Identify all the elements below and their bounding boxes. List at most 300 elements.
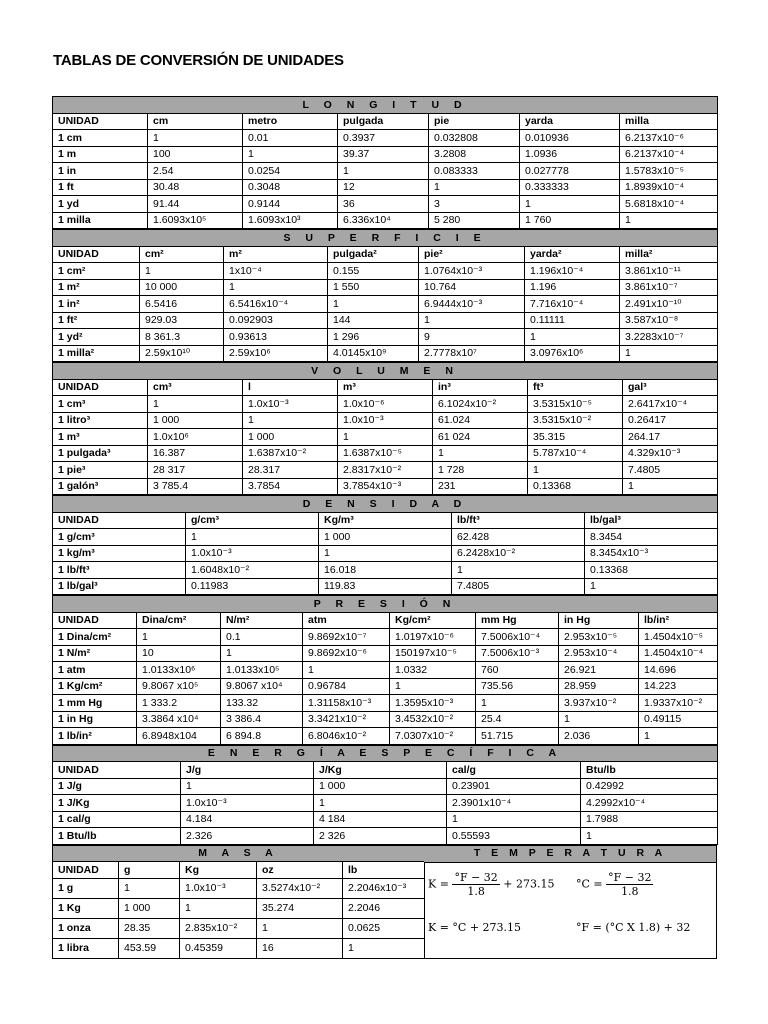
header-row [53, 612, 718, 629]
table-cell: 1.0936 [520, 146, 620, 163]
table-cell: 1.31158x10⁻³ [303, 695, 390, 712]
table-presion [52, 595, 718, 745]
table-cell: 2 326 [314, 828, 447, 845]
table-cell: 0.11983 [186, 578, 319, 595]
column-header: cm [148, 113, 243, 130]
table-cell: 1.0x10⁻³ [243, 396, 338, 413]
row-label: 1 Btu/lb [53, 828, 181, 845]
table-cell: 6.5416x10⁻⁴ [224, 296, 328, 313]
row-label: 1 yd [53, 196, 148, 213]
table-cell: 5.787x10⁻⁴ [528, 445, 623, 462]
row-label: 1 milla [53, 212, 148, 229]
table-cell: 2.59x10⁶ [224, 345, 328, 362]
table-row [53, 795, 718, 812]
row-label: 1 g [53, 878, 119, 898]
table-cell: 1.0x10⁻³ [181, 795, 314, 812]
table-cell: 0.083333 [429, 163, 520, 180]
table-cell: 1 728 [433, 462, 528, 479]
table-cell: 2.953x10⁻⁴ [559, 645, 639, 662]
column-header: mm Hg [476, 612, 559, 629]
table-cell: 4.2992x10⁻⁴ [581, 795, 718, 812]
table-cell: 2.326 [181, 828, 314, 845]
fraction-denominator: 1.8 [467, 884, 485, 898]
table-cell: 1.9337x10⁻² [639, 695, 718, 712]
table-cell: 1.0133x10⁵ [221, 662, 303, 679]
table-cell: 6.2428x10⁻² [452, 545, 585, 562]
table-cell: 1 [525, 329, 620, 346]
formula-lhs: °C = [576, 877, 603, 890]
conversion-sheet [52, 96, 717, 959]
table-cell: 10 000 [140, 279, 224, 296]
table-cell: 1.0133x10⁶ [137, 662, 221, 679]
column-header: lb [343, 862, 425, 879]
table-cell: 0.93613 [224, 329, 328, 346]
column-header: UNIDAD [53, 246, 140, 263]
table-cell: 1 [181, 778, 314, 795]
table-cell: 1.6093x10⁵ [148, 212, 243, 229]
table-cell: 1 [137, 629, 221, 646]
table-row [53, 263, 718, 280]
table-cell: 1 [585, 578, 718, 595]
table-cell: 0.45359 [180, 938, 257, 958]
table-cell: 1 760 [520, 212, 620, 229]
table-cell: 1.0x10⁶ [148, 429, 243, 446]
header-row [53, 113, 718, 130]
table-superficie [52, 229, 718, 362]
table-cell: 1.0x10⁻³ [186, 545, 319, 562]
table-cell: 1 [390, 678, 476, 695]
row-label: 1 lb/in² [53, 728, 137, 745]
table-cell: 0.3048 [243, 179, 338, 196]
table-row [53, 296, 718, 313]
table-row [53, 329, 718, 346]
row-label: 1 mm Hg [53, 695, 137, 712]
table-cell: 1.6387x10⁻² [243, 445, 338, 462]
table-cell: 0.49115 [639, 711, 718, 728]
table-cell: 3.3864 x10⁴ [137, 711, 221, 728]
table-cell: 1 [221, 645, 303, 662]
table-cell: 14.223 [639, 678, 718, 695]
header-row [53, 246, 718, 263]
table-cell: 1 [452, 562, 585, 579]
column-header: yarda² [525, 246, 620, 263]
table-cell: 6.8046x10⁻² [303, 728, 390, 745]
table-cell: 1 [620, 212, 718, 229]
table-cell: 1 [119, 878, 180, 898]
section-heading: S U P E R F I C I E [53, 230, 718, 247]
table-cell: 4 184 [314, 811, 447, 828]
table-cell: 1 [447, 811, 581, 828]
table-cell: 3.5274x10⁻² [257, 878, 343, 898]
table-cell: 2.491x10⁻¹⁰ [620, 296, 718, 313]
column-header: lb/ft³ [452, 512, 585, 529]
table-row [53, 529, 718, 546]
row-label: 1 in Hg [53, 711, 137, 728]
table-cell: 5 280 [429, 212, 520, 229]
table-cell: 3 386.4 [221, 711, 303, 728]
formula-kelvin-from-fahrenheit [428, 871, 554, 898]
table-cell: 1 [639, 728, 718, 745]
table-cell: 453.59 [119, 938, 180, 958]
table-cell: 1 000 [319, 529, 452, 546]
table-cell: 0.3937 [338, 130, 429, 147]
column-header: cal/g [447, 762, 581, 779]
table-cell: 9 [419, 329, 525, 346]
table-cell: 0.092903 [224, 312, 328, 329]
table-cell: 3.2283x10⁻⁷ [620, 329, 718, 346]
column-header: yarda [520, 113, 620, 130]
table-cell: 1 [257, 918, 343, 938]
table-cell: 2.953x10⁻⁵ [559, 629, 639, 646]
column-header: UNIDAD [53, 512, 186, 529]
table-cell: 26.921 [559, 662, 639, 679]
table-cell: 61 024 [433, 429, 528, 446]
row-label: 1 cm² [53, 263, 140, 280]
column-header: J/Kg [314, 762, 447, 779]
row-label: 1 m [53, 146, 148, 163]
row-label: 1 galón³ [53, 478, 148, 495]
section-heading: L O N G I T U D [53, 97, 718, 114]
conversion-tables [52, 96, 717, 845]
table-cell: 1.0764x10⁻³ [419, 263, 525, 280]
table-row [53, 462, 718, 479]
formula-celsius-from-fahrenheit [576, 871, 653, 898]
column-header: pie² [419, 246, 525, 263]
header-row [53, 762, 718, 779]
table-cell: 1 [243, 146, 338, 163]
row-label: 1 Kg/cm² [53, 678, 137, 695]
table-cell: 3.937x10⁻² [559, 695, 639, 712]
column-header: cm³ [148, 379, 243, 396]
table-cell: 6.5416 [140, 296, 224, 313]
column-header: N/m² [221, 612, 303, 629]
row-label: 1 m³ [53, 429, 148, 446]
table-cell: 39.37 [338, 146, 429, 163]
column-header: l [243, 379, 338, 396]
fraction-numerator: °F − 32 [608, 870, 652, 884]
formula-lhs: K = [428, 877, 449, 890]
row-label: 1 Kg [53, 898, 119, 918]
bottom-row [52, 845, 717, 959]
table-cell: 1 [528, 462, 623, 479]
table-row [53, 312, 718, 329]
masa-table [52, 845, 424, 959]
table-cell: 25.4 [476, 711, 559, 728]
table-row [53, 711, 718, 728]
row-label: 1 Dina/cm² [53, 629, 137, 646]
column-header: Dina/cm² [137, 612, 221, 629]
table-cell: 1.6387x10⁻⁵ [338, 445, 433, 462]
table-cell: 1.0x10⁻⁶ [338, 396, 433, 413]
row-label: 1 cal/g [53, 811, 181, 828]
table-cell: 3 [429, 196, 520, 213]
table-cell: 2.59x10¹⁰ [140, 345, 224, 362]
table-cell: 51.715 [476, 728, 559, 745]
column-header: m² [224, 246, 328, 263]
row-label: 1 pulgada³ [53, 445, 148, 462]
column-header: UNIDAD [53, 113, 148, 130]
table-cell: 100 [148, 146, 243, 163]
table-cell: 1 550 [328, 279, 419, 296]
table-cell: 133.32 [221, 695, 303, 712]
table-cell: 1.0x10⁻³ [180, 878, 257, 898]
table-cell: 3.861x10⁻⁷ [620, 279, 718, 296]
table-cell: 1 [520, 196, 620, 213]
table-cell: 0.55593 [447, 828, 581, 845]
table-cell: 91.44 [148, 196, 243, 213]
table-cell: 16.018 [319, 562, 452, 579]
table-cell: 3.0976x10⁶ [525, 345, 620, 362]
header-row [53, 379, 718, 396]
column-header: g/cm³ [186, 512, 319, 529]
table-cell: 2.7778x10⁷ [419, 345, 525, 362]
row-label: 1 lb/gal³ [53, 578, 186, 595]
table-row [53, 811, 718, 828]
table-cell: 1.196 [525, 279, 620, 296]
table-cell: 2.835x10⁻² [180, 918, 257, 938]
column-header: UNIDAD [53, 862, 119, 879]
row-label: 1 ft² [53, 312, 140, 329]
table-cell: 35.274 [257, 898, 343, 918]
table-row [53, 728, 718, 745]
table-cell: 2.2046x10⁻³ [343, 878, 425, 898]
table-row [53, 578, 718, 595]
table-cell: 7.5006x10⁻³ [476, 645, 559, 662]
table-cell: 1.8939x10⁻⁴ [620, 179, 718, 196]
row-label: 1 libra [53, 938, 119, 958]
column-header: Kg/cm² [390, 612, 476, 629]
table-cell: 28.35 [119, 918, 180, 938]
row-label: 1 kg/m³ [53, 545, 186, 562]
table-cell: 2.6417x10⁻⁴ [623, 396, 718, 413]
table-row [53, 429, 718, 446]
table-cell: 1 [433, 445, 528, 462]
table-cell: 8.3454x10⁻³ [585, 545, 718, 562]
fraction-numerator: °F − 32 [454, 870, 498, 884]
table-cell: 4.184 [181, 811, 314, 828]
table-cell: 1 296 [328, 329, 419, 346]
table-masa [52, 845, 425, 959]
table-row [53, 678, 718, 695]
column-header: lb/in² [639, 612, 718, 629]
table-cell: 35.315 [528, 429, 623, 446]
table-cell: 1 [328, 296, 419, 313]
table-row [53, 396, 718, 413]
column-header: oz [257, 862, 343, 879]
table-cell: 1.5783x10⁻⁵ [620, 163, 718, 180]
table-cell: 3.5315x10⁻⁵ [528, 396, 623, 413]
row-label: 1 m² [53, 279, 140, 296]
table-cell: 16.387 [148, 445, 243, 462]
column-header: ft³ [528, 379, 623, 396]
table-cell: 1.4504x10⁻⁵ [639, 629, 718, 646]
table-cell: 1 [476, 695, 559, 712]
page-title: TABLAS DE CONVERSIÓN DE UNIDADES [53, 52, 344, 69]
fraction [452, 871, 499, 898]
table-cell: 5.6818x10⁻⁴ [620, 196, 718, 213]
table-cell: 1 000 [148, 412, 243, 429]
table-cell: 2.2046 [343, 898, 425, 918]
table-cell: 1 [623, 478, 718, 495]
row-label: 1 onza [53, 918, 119, 938]
table-cell: 119.83 [319, 578, 452, 595]
temperatura-panel [424, 845, 717, 959]
table-row [53, 629, 718, 646]
column-header: UNIDAD [53, 379, 148, 396]
table-cell: 1.6093x10³ [243, 212, 338, 229]
formula-fahrenheit-from-celsius: °F = (°C X 1.8) + 32 [576, 920, 691, 934]
table-cell: 30.48 [148, 179, 243, 196]
section-heading: E N E R G Í A E S P E C Í F I C A [53, 745, 718, 762]
column-header: m³ [338, 379, 433, 396]
column-header: pulgada² [328, 246, 419, 263]
table-row [53, 562, 718, 579]
table-cell: 0.26417 [623, 412, 718, 429]
table-cell: 7.0307x10⁻² [390, 728, 476, 745]
column-header: atm [303, 612, 390, 629]
table-cell: 1 [148, 130, 243, 147]
table-cell: 1 [429, 179, 520, 196]
table-cell: 3.7854x10⁻³ [338, 478, 433, 495]
section-heading: M A S A [53, 845, 425, 862]
table-row [53, 828, 718, 845]
table-cell: 1 000 [314, 778, 447, 795]
table-cell: 0.333333 [520, 179, 620, 196]
table-row [53, 445, 718, 462]
table-row [53, 345, 718, 362]
table-cell: 144 [328, 312, 419, 329]
row-label: 1 cm [53, 130, 148, 147]
column-header: gal³ [623, 379, 718, 396]
table-cell: 929.03 [140, 312, 224, 329]
table-cell: 10.764 [419, 279, 525, 296]
table-cell: 0.9144 [243, 196, 338, 213]
table-cell: 1 [343, 938, 425, 958]
row-label: 1 N/m² [53, 645, 137, 662]
section-heading: D E N S I D A D [53, 496, 718, 513]
column-header: UNIDAD [53, 612, 137, 629]
table-cell: 6.336x10⁴ [338, 212, 429, 229]
temperatura-heading: T E M P E R A T U R A [424, 846, 716, 863]
table-cell: 3.3421x10⁻² [303, 711, 390, 728]
row-label: 1 g/cm³ [53, 529, 186, 546]
table-cell: 3.5315x10⁻² [528, 412, 623, 429]
table-cell: 1 000 [243, 429, 338, 446]
table-row [53, 146, 718, 163]
column-header: pulgada [338, 113, 429, 130]
row-label: 1 cm³ [53, 396, 148, 413]
table-cell: 7.4805 [623, 462, 718, 479]
section-heading: P R E S I Ó N [53, 596, 718, 613]
table-row [53, 878, 425, 898]
table-cell: 1.196x10⁻⁴ [525, 263, 620, 280]
table-row [53, 412, 718, 429]
table-cell: 8 361.3 [140, 329, 224, 346]
table-cell: 1.0197x10⁻⁶ [390, 629, 476, 646]
table-cell: 1 [314, 795, 447, 812]
table-cell: 1.3595x10⁻³ [390, 695, 476, 712]
row-label: 1 J/Kg [53, 795, 181, 812]
row-label: 1 litro³ [53, 412, 148, 429]
header-row [53, 862, 425, 879]
table-cell: 0.1 [221, 629, 303, 646]
column-header: g [119, 862, 180, 879]
table-cell: 1 [186, 529, 319, 546]
table-cell: 0.11111 [525, 312, 620, 329]
table-cell: 1.4504x10⁻⁴ [639, 645, 718, 662]
table-cell: 0.027778 [520, 163, 620, 180]
fraction [606, 871, 653, 898]
table-cell: 0.23901 [447, 778, 581, 795]
column-header: in³ [433, 379, 528, 396]
row-label: 1 yd² [53, 329, 140, 346]
table-cell: 1 [559, 711, 639, 728]
table-cell: 1 [140, 263, 224, 280]
table-cell: 28.959 [559, 678, 639, 695]
column-header: cm² [140, 246, 224, 263]
table-row [53, 130, 718, 147]
table-cell: 2.3901x10⁻⁴ [447, 795, 581, 812]
table-cell: 14.696 [639, 662, 718, 679]
table-cell: 1 [581, 828, 718, 845]
table-cell: 0.0254 [243, 163, 338, 180]
table-cell: 36 [338, 196, 429, 213]
row-label: 1 pie³ [53, 462, 148, 479]
table-row [53, 938, 425, 958]
table-row [53, 163, 718, 180]
table-cell: 2.8317x10⁻² [338, 462, 433, 479]
table-cell: 760 [476, 662, 559, 679]
table-cell: 6.2137x10⁻⁶ [620, 130, 718, 147]
table-row [53, 662, 718, 679]
column-header: in Hg [559, 612, 639, 629]
fraction-denominator: 1.8 [621, 884, 639, 898]
table-cell: 0.032808 [429, 130, 520, 147]
table-cell: 9.8692x10⁻⁷ [303, 629, 390, 646]
row-label: 1 milla² [53, 345, 140, 362]
table-cell: 12 [338, 179, 429, 196]
temperatura-formulas [424, 863, 716, 950]
table-cell: 1 [620, 345, 718, 362]
table-cell: 1 [303, 662, 390, 679]
table-cell: 3.587x10⁻⁸ [620, 312, 718, 329]
table-cell: 0.96784 [303, 678, 390, 695]
table-row [53, 645, 718, 662]
formula-rhs: + 273.15 [503, 877, 555, 890]
table-cell: 735.56 [476, 678, 559, 695]
table-cell: 0.0625 [343, 918, 425, 938]
column-header: J/g [181, 762, 314, 779]
table-longitud [52, 96, 718, 229]
table-cell: 10 [137, 645, 221, 662]
table-cell: 0.010936 [520, 130, 620, 147]
table-row [53, 695, 718, 712]
row-label: 1 ft [53, 179, 148, 196]
table-cell: 7.716x10⁻⁴ [525, 296, 620, 313]
table-cell: 7.5006x10⁻⁴ [476, 629, 559, 646]
table-cell: 2.54 [148, 163, 243, 180]
column-header: pie [429, 113, 520, 130]
table-row [53, 279, 718, 296]
table-cell: 61.024 [433, 412, 528, 429]
table-row [53, 918, 425, 938]
table-cell: 9.8067 x10⁴ [221, 678, 303, 695]
table-cell: 3.861x10⁻¹¹ [620, 263, 718, 280]
table-cell: 0.01 [243, 130, 338, 147]
table-cell: 1 [148, 396, 243, 413]
table-cell: 1 [419, 312, 525, 329]
table-cell: 16 [257, 938, 343, 958]
